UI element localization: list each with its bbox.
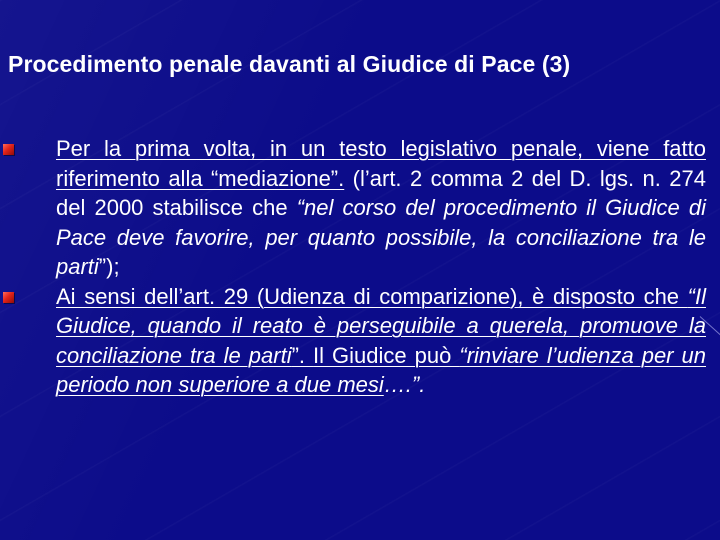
bullet-quote-segment: “Il Giudice, quando il reato è perseguibile a querela, promuove la conciliazione tra le parti <box>56 283 706 368</box>
bullet-list <box>0 134 720 400</box>
bullet-quote-segment: “rinviare l’udienza per un periodo non superiore a due mesi <box>56 342 706 397</box>
square-bullet-icon <box>3 144 14 155</box>
bullet-text-segment: (l’art. 2 comma 2 del D. lgs. n. 274 del 2000 stabilisce che <box>56 165 706 220</box>
bullet-text-segment: ….”. <box>383 372 426 397</box>
bullet-text-segment: Ai sensi dell’art. 29 (Udienza di comparizione), è disposto che <box>56 283 688 309</box>
slide-title: Procedimento penale davanti al Giudice di Pace (3) <box>8 51 571 77</box>
bullet-text-segment: Il Giudice può <box>313 342 460 368</box>
bullet-text-segment: ”); <box>98 254 120 279</box>
bullet-text-segment: Per la prima volta, in un testo legislativo penale, viene fatto riferimento alla “mediazione”. <box>56 136 706 191</box>
square-bullet-icon <box>3 292 14 303</box>
bullet-text-segment: ”. <box>291 342 314 368</box>
bullet-item <box>0 282 706 400</box>
bullet-item <box>0 134 706 282</box>
bullet-quote-segment: “nel corso del procedimento il Giudice di Pace deve favorire, per quanto possibile, la conciliazione tra le parti <box>56 195 706 279</box>
